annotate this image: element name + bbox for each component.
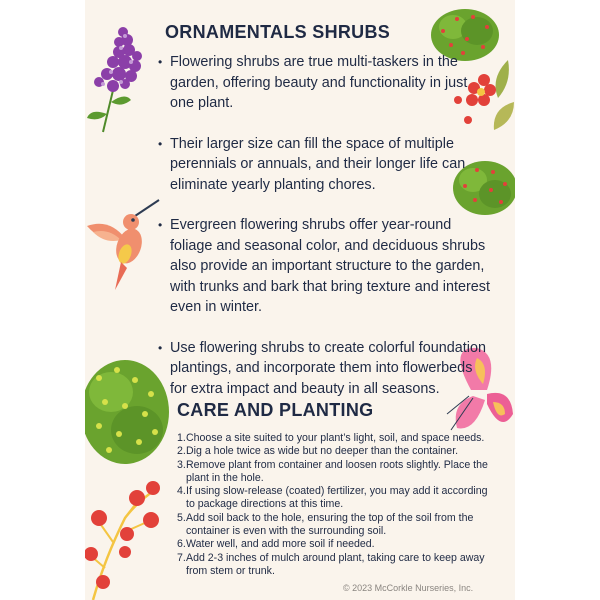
step-number: 6.	[177, 538, 186, 551]
list-item	[177, 445, 497, 458]
step-text: Dig a hole twice as wide but no deeper than the container.	[186, 445, 459, 458]
list-item	[177, 485, 497, 512]
step-text: If using slow-release (coated) fertilizer, you may add it according to package directions at this time.	[186, 485, 488, 511]
copyright-notice: © 2023 McCorkle Nurseries, Inc.	[343, 583, 474, 593]
step-text: Add 2-3 inches of mulch around plant, taking care to keep away from stem or trunk.	[186, 551, 485, 577]
benefits-list	[158, 52, 493, 419]
care-title: CARE AND PLANTING	[177, 400, 374, 420]
list-item: • Flowering shrubs are true multi-taskers in the garden, offering beauty and functionality in just one plant.	[158, 52, 493, 114]
step-text: Choose a site suited to your plant’s light, soil, and space needs.	[186, 432, 485, 444]
list-item: • Their larger size can fill the space of multiple perennials or annuals, and their longer life can eliminate yearly planting chores.	[158, 134, 493, 196]
list-item	[177, 538, 497, 551]
planting-steps	[177, 432, 497, 578]
step-text: Add soil back to the hole, ensuring the top of the soil from the container is even with the surrounding soil.	[186, 511, 474, 538]
step-text: Water well, and add more soil if needed.	[186, 538, 375, 551]
hummingbird-icon	[85, 198, 161, 294]
list-item	[177, 552, 497, 579]
list-item	[177, 512, 497, 539]
list-item	[177, 459, 497, 486]
step-text: Remove plant from container and loosen roots slightly. Place the plant in the hole.	[186, 458, 488, 484]
page-title: ORNAMENTALS SHRUBS	[165, 22, 391, 42]
step-number: 1.	[177, 432, 186, 444]
lilac-icon	[85, 22, 163, 134]
list-item	[177, 432, 497, 445]
step-number: 3.	[177, 458, 186, 471]
list-item: • Use flowering shrubs to create colorful foundation plantings, and incorporate them into flowerbeds for extra impact and beauty in all seasons.	[158, 338, 493, 400]
list-item: • Evergreen flowering shrubs offer year-round foliage and seasonal color, and deciduous shrubs also provide an important structure to the garden, with trunks and bark that bring texture and interest even in winter.	[158, 215, 493, 318]
step-number: 5.	[177, 511, 186, 524]
step-number: 7.	[177, 551, 186, 564]
ornamental-shrubs-card	[85, 0, 515, 600]
berries-icon	[85, 478, 167, 600]
step-number: 4.	[177, 485, 186, 498]
step-number: 2.	[177, 445, 186, 458]
